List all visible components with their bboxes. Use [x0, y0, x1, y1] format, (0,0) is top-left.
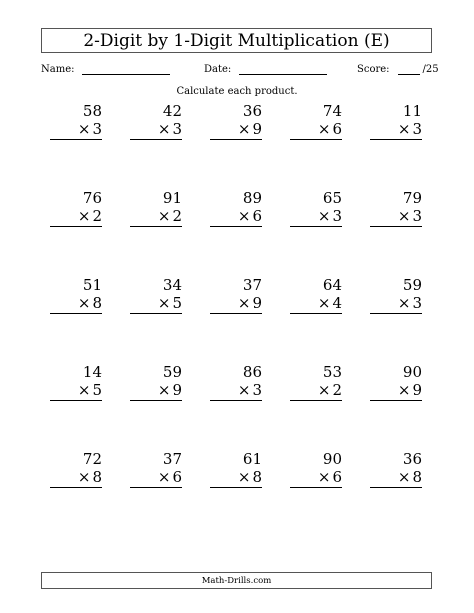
- problem: [370, 450, 422, 488]
- page-title: 2-Digit by 1-Digit Multiplication (E): [83, 30, 390, 51]
- footer-box: [41, 572, 432, 589]
- multiply-sign: ×: [77, 381, 91, 399]
- problem-multiplicand: 91: [162, 189, 182, 207]
- date-blank[interactable]: [239, 62, 327, 75]
- multiply-sign: ×: [397, 294, 411, 312]
- problem-multiplicand: 89: [242, 189, 262, 207]
- problem: [210, 102, 262, 140]
- problem-multiplier-row: [50, 207, 102, 227]
- multiply-sign: ×: [157, 294, 171, 312]
- problem-multiplicand: 74: [322, 102, 342, 120]
- problem-multiplicand: 59: [162, 363, 182, 381]
- problem-multiplier-row: [290, 207, 342, 227]
- multiply-sign: ×: [237, 120, 251, 138]
- problem-multiplier: 6: [172, 468, 182, 486]
- problem: [210, 189, 262, 227]
- multiply-sign: ×: [317, 207, 331, 225]
- problem: [370, 189, 422, 227]
- problem: [50, 450, 102, 488]
- problem-multiplier-row: [130, 381, 182, 401]
- problem: [370, 363, 422, 401]
- problem: [50, 189, 102, 227]
- problem: [370, 102, 422, 140]
- problem-multiplier: 3: [252, 381, 262, 399]
- multiply-sign: ×: [77, 120, 91, 138]
- problem-multiplier-row: [370, 381, 422, 401]
- multiply-sign: ×: [317, 120, 331, 138]
- problem-multiplicand: 11: [402, 102, 422, 120]
- score-total: /25: [422, 64, 439, 75]
- problem-multiplier: 3: [412, 207, 422, 225]
- problem-multiplier-row: [50, 294, 102, 314]
- problem-multiplier: 5: [172, 294, 182, 312]
- problem-multiplicand: 61: [242, 450, 262, 468]
- problem-multiplicand: 37: [162, 450, 182, 468]
- problem-multiplier: 8: [412, 468, 422, 486]
- multiply-sign: ×: [237, 468, 251, 486]
- problem-multiplier: 9: [252, 120, 262, 138]
- score-field: [357, 62, 439, 75]
- multiply-sign: ×: [317, 468, 331, 486]
- problem-multiplicand: 58: [82, 102, 102, 120]
- problem: [290, 450, 342, 488]
- multiply-sign: ×: [397, 120, 411, 138]
- problem-multiplier-row: [130, 294, 182, 314]
- problem-multiplier: 8: [252, 468, 262, 486]
- problem-multiplicand: 36: [402, 450, 422, 468]
- multiply-sign: ×: [157, 207, 171, 225]
- multiply-sign: ×: [397, 207, 411, 225]
- multiply-sign: ×: [157, 381, 171, 399]
- problem-multiplicand: 86: [242, 363, 262, 381]
- title-box: [41, 28, 432, 53]
- problem: [210, 363, 262, 401]
- instructions: Calculate each product.: [176, 86, 298, 97]
- problem-multiplier-row: [370, 294, 422, 314]
- multiply-sign: ×: [317, 294, 331, 312]
- problem-multiplier-row: [130, 120, 182, 140]
- problem-multiplier: 9: [412, 381, 422, 399]
- problem-multiplier-row: [210, 381, 262, 401]
- multiply-sign: ×: [157, 468, 171, 486]
- multiply-sign: ×: [237, 294, 251, 312]
- problem: [370, 276, 422, 314]
- multiply-sign: ×: [77, 294, 91, 312]
- problem-multiplicand: 59: [402, 276, 422, 294]
- problem-multiplier-row: [290, 120, 342, 140]
- score-label: Score:: [357, 64, 390, 75]
- problem: [210, 450, 262, 488]
- problem-multiplier-row: [50, 120, 102, 140]
- problem-multiplier-row: [210, 120, 262, 140]
- multiply-sign: ×: [77, 468, 91, 486]
- problem: [130, 450, 182, 488]
- problem-multiplier-row: [290, 381, 342, 401]
- problem-multiplicand: 42: [162, 102, 182, 120]
- problem: [130, 276, 182, 314]
- score-blank[interactable]: [398, 62, 420, 75]
- problem-multiplier-row: [50, 468, 102, 488]
- problem: [290, 189, 342, 227]
- name-label: Name:: [41, 64, 75, 75]
- problem-multiplicand: 90: [402, 363, 422, 381]
- problem-multiplier-row: [370, 207, 422, 227]
- problem-multiplicand: 64: [322, 276, 342, 294]
- problem-multiplier: 8: [92, 468, 102, 486]
- problem-multiplicand: 53: [322, 363, 342, 381]
- problem: [290, 102, 342, 140]
- problem-multiplicand: 34: [162, 276, 182, 294]
- problem-multiplier: 2: [172, 207, 182, 225]
- problem: [50, 102, 102, 140]
- problem: [130, 189, 182, 227]
- problem-multiplier: 6: [332, 468, 342, 486]
- problem-multiplier-row: [50, 381, 102, 401]
- problem-multiplier: 6: [252, 207, 262, 225]
- problem-multiplier: 4: [332, 294, 342, 312]
- date-field: [204, 62, 327, 75]
- problem-multiplier: 3: [412, 120, 422, 138]
- problem-multiplier-row: [210, 294, 262, 314]
- multiply-sign: ×: [77, 207, 91, 225]
- multiply-sign: ×: [317, 381, 331, 399]
- problem-multiplier: 9: [252, 294, 262, 312]
- problem-multiplicand: 72: [82, 450, 102, 468]
- problem-multiplier-row: [370, 120, 422, 140]
- info-row: [41, 62, 439, 78]
- problem-multiplier: 3: [92, 120, 102, 138]
- problem-multiplier: 3: [412, 294, 422, 312]
- problem-grid: [50, 102, 422, 522]
- multiply-sign: ×: [237, 207, 251, 225]
- problem-multiplier-row: [130, 468, 182, 488]
- problem-multiplicand: 76: [82, 189, 102, 207]
- problem-multiplicand: 14: [82, 363, 102, 381]
- footer-site: Math-Drills.com: [201, 575, 272, 586]
- problem-multiplier: 3: [172, 120, 182, 138]
- problem-multiplier: 6: [332, 120, 342, 138]
- problem: [130, 102, 182, 140]
- problem-multiplier-row: [130, 207, 182, 227]
- problem-multiplier-row: [290, 294, 342, 314]
- problem: [290, 363, 342, 401]
- problem-multiplier: 3: [332, 207, 342, 225]
- problem-multiplier: 5: [92, 381, 102, 399]
- multiply-sign: ×: [237, 381, 251, 399]
- problem: [50, 276, 102, 314]
- problem: [290, 276, 342, 314]
- problem: [130, 363, 182, 401]
- problem-multiplier: 8: [92, 294, 102, 312]
- multiply-sign: ×: [397, 381, 411, 399]
- problem-multiplier-row: [290, 468, 342, 488]
- date-label: Date:: [204, 64, 232, 75]
- problem: [50, 363, 102, 401]
- problem: [210, 276, 262, 314]
- name-blank[interactable]: [82, 62, 170, 75]
- multiply-sign: ×: [157, 120, 171, 138]
- problem-multiplicand: 36: [242, 102, 262, 120]
- name-field: [41, 62, 170, 75]
- problem-multiplicand: 79: [402, 189, 422, 207]
- problem-multiplier: 9: [172, 381, 182, 399]
- problem-multiplier: 2: [332, 381, 342, 399]
- problem-multiplier-row: [370, 468, 422, 488]
- problem-multiplicand: 51: [82, 276, 102, 294]
- problem-multiplier-row: [210, 207, 262, 227]
- problem-multiplicand: 65: [322, 189, 342, 207]
- problem-multiplier-row: [210, 468, 262, 488]
- multiply-sign: ×: [397, 468, 411, 486]
- problem-multiplicand: 90: [322, 450, 342, 468]
- problem-multiplicand: 37: [242, 276, 262, 294]
- problem-multiplier: 2: [92, 207, 102, 225]
